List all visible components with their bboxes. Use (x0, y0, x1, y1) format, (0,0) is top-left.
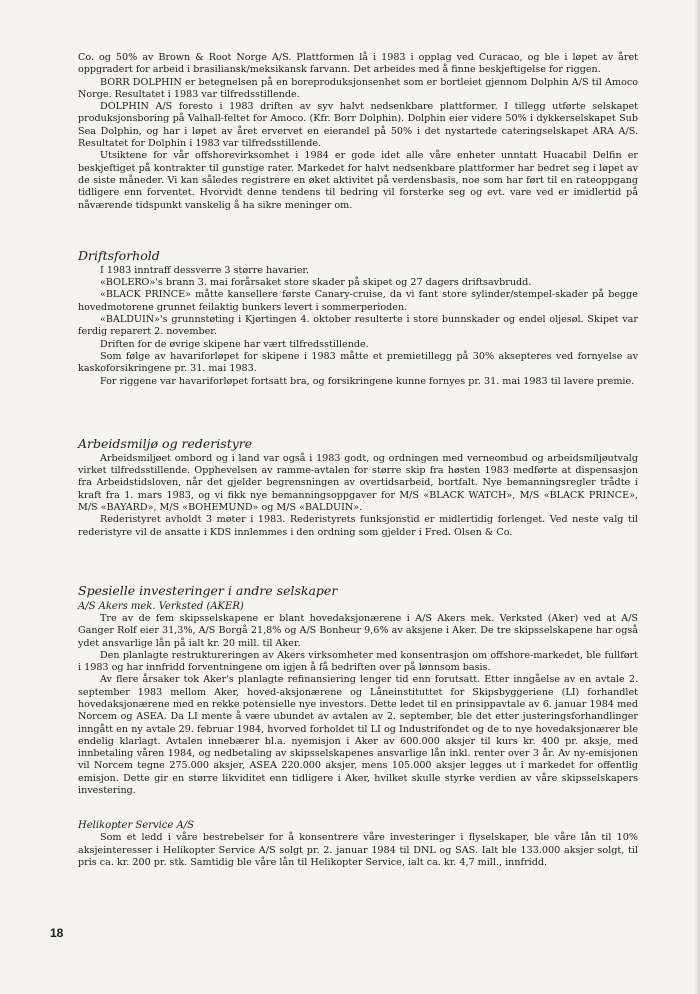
driftsforhold-paragraph-5: Driften for de øvrige skipene har vært tilfredsstillende. (100, 338, 369, 350)
intro-paragraph-1: Co. og 50% av Brown & Root Norge A/S. Plattformen lå i 1983 i opplag ved Curacao, og ble i løpet av året oppgradert for arbeid i brasiliansk/meksikansk farvann. Det arbeides med å finne beskjeftigelse for riggen. (78, 52, 638, 76)
section-heading-helikopter: Helikopter Service A/S (78, 820, 194, 832)
page-number: 18 (50, 926, 64, 940)
investeringer-paragraph-3: Av flere årsaker tok Aker's planlagte refinansiering lenger tid enn forutsatt. Etter inngåelse av en avtale 2. september 1983 mellom Aker, hoved-aksjonærene og Låneinstituttet for Skipsbyggeriene (LI) forhandlet hovedaksjonærene med en rekke potensielle nye investors. Dette ledet til en prinsippavtale av 6. januar 1984 med Norcem og ASEA. Da LI mente å være ubundet av avtalen av 2. september, ble det etter justeringsforhandlinger inngått en ny avtale 29. februar 1984, hvorved forholdet til LI og Industrifondet og de to nye hovedaksjonærer ble endelig klarlagt. Avtalen innebærer bl.a. nyemisjon i Aker av 600.000 aksjer til kurs kr. 400 pr. aksje, med innbetaling våren 1984, og nedbetaling av skipsselskapenes ansvarlige lån inkl. renter over 3 år. Av ny-emisjonen vil Norcem tegne 275.000 aksjer, ASEA 220.000 aksjer, mens 105.000 aksjer legges ut i markedet for offentlig emisjon. Dette gir en større likviditet enn tidligere i Aker, hvilket skulle styrke verdien av våre skipsselskapers investering. (78, 674, 638, 797)
intro-paragraph-2: BORR DOLPHIN er betegnelsen på en boreproduksjonsenhet som er bortleiet gjennom Dolphin A/S til Amoco Norge. Resultatet i 1983 var tilfredsstillende. (78, 76, 638, 100)
investeringer-paragraph-1: Tre av de fem skipsselskapene er blant hovedaksjonærene i A/S Akers mek. Verksted (Aker) ved at A/S Ganger Rolf eier 31,3%, A/S Borgå 21,8% og A/S Bonheur 9,6% av aksjene i Aker. De tre skipsselskapene har også ydet ansvarlige lån på ialt kr. 20 mill. til Aker. (78, 612, 638, 649)
intro-paragraph-4: Utsiktene for vår offshorevirksomhet i 1984 er gode idet alle våre enheter unntatt Huacabil Delfin er beskjeftiget på kontrakter til gunstige rater. Markedet for halvt nedsenkbare plattformer har bedret seg i løpet av de siste måneder. Vi kan således registrere en øket aktivitet på verdensbasis, noe som har ført til en rateoppgang tidligere enn forventet. Hvorvidt denne tendens til bedring vil forsterke seg og evt. vare ved er imidlertid på nåværende tidspunkt vanskelig å ha sikre meninger om. (78, 150, 638, 211)
driftsforhold-paragraph-6: Som følge av havariforløpet for skipene i 1983 måtte et premietillegg på 30% aksepteres ved fornyelse av kaskoforsikringene pr. 31. mai 1983. (78, 350, 638, 375)
intro-paragraph-3: DOLPHIN A/S foresto i 1983 driften av syv halvt nedsenkbare plattformer. I tillegg utførte selskapet produksjonsboring på Valhall-feltet for Amoco. (Kfr. Borr Dolphin). Dolphin eier videre 50% i dykkerselskapet Sub Sea Dolphin, og har i løpet av året ervervet en eierandel på 50% i det nystartede cateringselskapet ARA A/S. Resultatet for Dolphin i 1983 var tilfredsstillende. (78, 101, 638, 150)
section-heading-driftsforhold: Driftsforhold (78, 247, 160, 263)
subheading-aker: A/S Akers mek. Verksted (AKER) (78, 600, 244, 612)
arbeidsmiljo-paragraph-2: Rederistyret avholdt 3 møter i 1983. Rederistyrets funksjonstid er midlertidig forlenget. Ved neste valg til rederistyre vil de ansatte i KDS innlemmes i den ordning som gjelder i Fred. Olsen & Co. (78, 514, 638, 538)
arbeidsmiljo-paragraph-1: Arbeidsmiljøet ombord og i land var også i 1983 godt, og ordningen med verneombud og arbeidsmiljøutvalg virket tilfredsstillende. Opphevelsen av ramme-avtalen for større skip fra høsten 1983 medførte at dispensasjon fra Arbeidstidsloven, når det gjelder begrensningen av overtidsarbeid, bortfalt. Nye bemanningsregler trådte i kraft fra 1. mars 1983, og vi fikk nye bemanningsoppgaver for M/S «BLACK WATCH», M/S «BLACK PRINCE», M/S «BAYARD», M/S «BOHEMUND» og M/S «BALDUIN». (78, 452, 638, 514)
investeringer-paragraph-2: Den planlagte restruktureringen av Akers virksomheter med konsentrasjon om offshore-markedet, ble fullført i 1983 og har innfridd forventningene om igjen å få bedriften over på lønnsom basis. (78, 649, 638, 674)
page-edge-shadow (694, 0, 700, 994)
helikopter-paragraph-1: Som et ledd i våre bestrebelser for å konsentrere våre investeringer i flyselskaper, ble våre lån til 10% aksjeinteresser i Helikopter Service A/S solgt pr. 2. januar 1984 til DNL og SAS. Ialt ble 133.000 aksjer solgt, til pris ca. kr. 200 pr. stk. Samtidig ble våre lån til Helikopter Service, ialt ca. kr. 4,7 mill., innfridd. (78, 832, 638, 868)
section-heading-investeringer: Spesielle investeringer i andre selskaper (78, 582, 338, 598)
driftsforhold-paragraph-2: «BOLERO»'s brann 3. mai forårsaket store skader på skipet og 27 dagers driftsavbrudd. (100, 277, 532, 289)
driftsforhold-paragraph-7: For riggene var havariforløpet fortsatt bra, og forsikringene kunne fornyes pr. 31. mai 1983 til lavere premie. (100, 375, 635, 387)
document-body (78, 52, 638, 869)
section-heading-arbeidsmiljo: Arbeidsmiljø og rederistyre (78, 435, 253, 451)
driftsforhold-paragraph-1: I 1983 inntraff dessverre 3 større havarier. (100, 264, 309, 276)
driftsforhold-paragraph-4: «BALDUIN»'s grunnstøting i Kjørtingen 4. oktober resulterte i store bunnskader og endel oljesøl. Skipet var ferdig reparert 2. november. (78, 314, 638, 338)
driftsforhold-paragraph-3: «BLACK PRINCE» måtte kansellere første Canary-cruise, da vi fant store sylinder/stempel-skader på begge hovedmotorene grunnet feilaktig bunkers levert i sommerperioden. (78, 289, 638, 313)
